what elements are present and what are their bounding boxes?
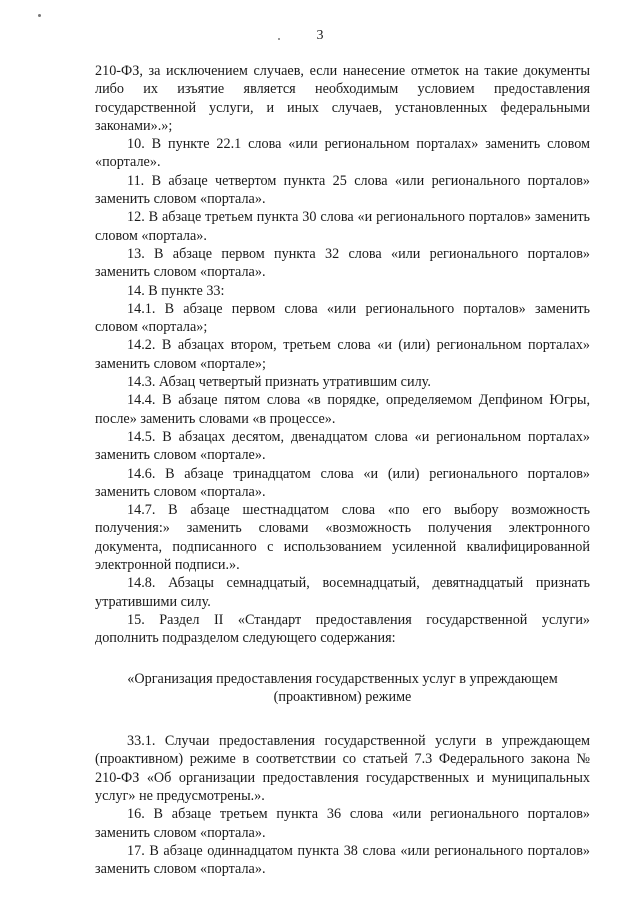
paragraph: 16. В абзаце третьем пункта 36 слова «или регионального порталов» заменить словом «портала».	[95, 806, 590, 841]
paragraph: 17. В абзаце одиннадцатом пункта 38 слова «или регионального порталов» заменить словом «портала».	[95, 842, 590, 878]
paragraph: 14.4. В абзаце пятом слова «в порядке, определяемом Депфином Югры, после» заменить словами «в процессе».	[95, 392, 590, 427]
paragraph: 14.3. Абзац четвертый признать утратившим силу.	[127, 374, 431, 391]
paragraph: 14.6. В абзаце тринадцатом слова «и (или) регионального порталов» заменить словом «портала».	[95, 465, 590, 500]
paragraph: 15. Раздел II «Стандарт предоставления государственной услуги» дополнить подразделом следующего содержания:	[95, 611, 590, 647]
paragraph: 14.7. В абзаце шестнадцатом слова «по его выбору возможность получения:» заменить словами «возможность получения электронного документа, подписанного с использованием усиленной квалифицированной электронной подписи.».	[95, 502, 590, 574]
paragraph: 14. В пункте 33:	[127, 282, 225, 299]
scan-speck	[278, 38, 280, 40]
document-body	[95, 62, 590, 878]
paragraph: 210-ФЗ, за исключением случаев, если нанесение отметок на такие документы либо их изъятие является необходимым условием предоставления государственной услуги, и иных случаев, установленных федеральными законами».»;	[95, 63, 590, 134]
paragraph: 14.1. В абзаце первом слова «или регионального порталов» заменить словом «портала»;	[95, 300, 590, 336]
paragraph: 33.1. Случаи предоставления государственной услуги в упреждающем (проактивном) режиме в соответствии со статьей 7.3 Федерального закона № 210-ФЗ «Об организации предоставления государственных и муниципальных услуг» не предусмотрены.».	[95, 733, 590, 804]
paragraph: 14.2. В абзацах втором, третьем слова «и (или) региональном порталах» заменить словом «портале»;	[95, 337, 590, 372]
paragraph: 12. В абзаце третьем пункта 30 слова «и регионального порталов» заменить словом «портала».	[95, 209, 590, 244]
paragraph: 14.5. В абзацах десятом, двенадцатом слова «и региональном порталах» заменить словом «портале».	[95, 428, 590, 464]
section-heading-line-1: «Организация предоставления государственных услуг в упреждающем	[127, 670, 558, 687]
paragraph: 11. В абзаце четвертом пункта 25 слова «или регионального порталов» заменить словом «портала».	[95, 172, 590, 208]
scan-speck	[38, 14, 41, 17]
section-heading	[95, 670, 590, 707]
paragraph: 13. В абзаце первом пункта 32 слова «или регионального порталов» заменить словом «портала».	[95, 245, 590, 281]
page-number: 3	[316, 28, 324, 43]
paragraphs-before	[95, 62, 590, 648]
paragraphs-after	[95, 732, 590, 878]
paragraph: 14.8. Абзацы семнадцатый, восемнадцатый, девятнадцатый признать утратившими силу.	[95, 575, 590, 610]
paragraph: 10. В пункте 22.1 слова «или региональном порталах» заменить словом «портале».	[95, 136, 590, 171]
section-heading-line-2: (проактивном) режиме	[273, 688, 412, 705]
